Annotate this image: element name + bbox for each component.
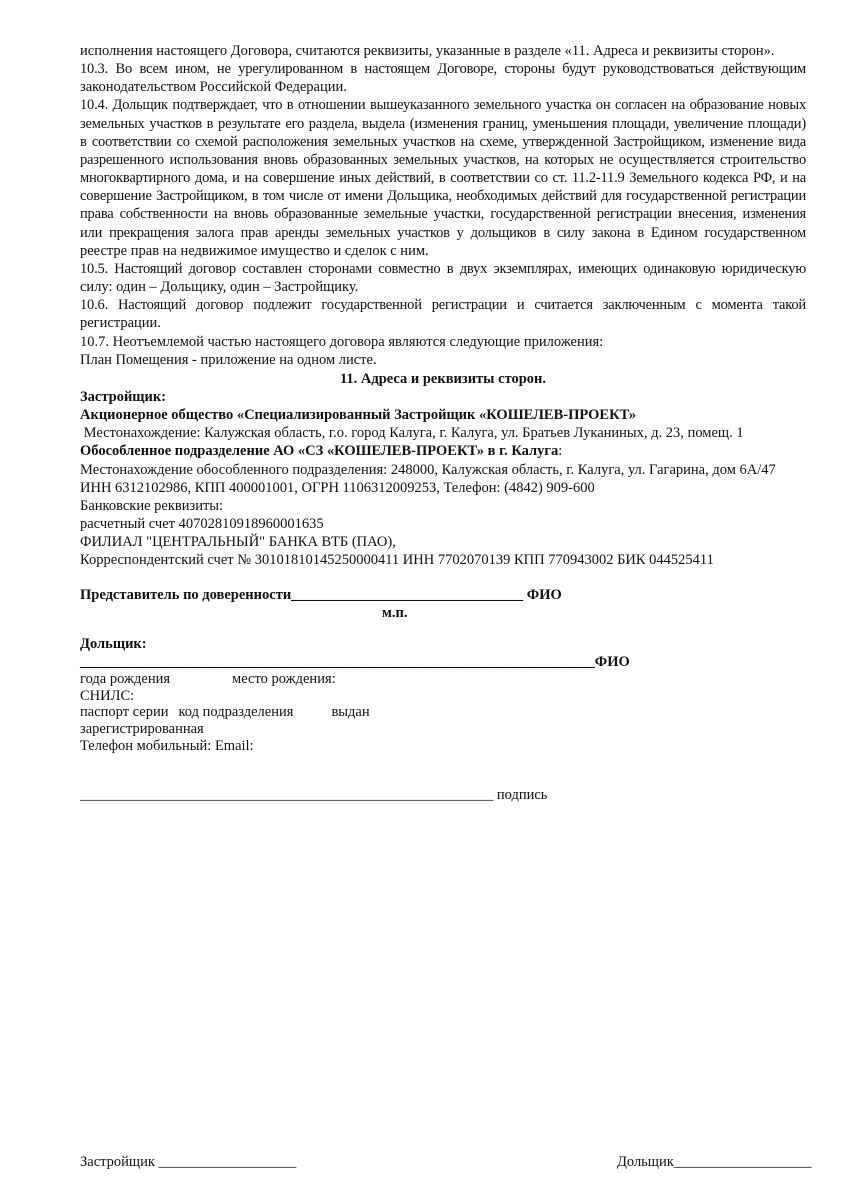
representative-fio: ФИО xyxy=(526,586,562,603)
clause-line: 10.6. Настоящий договор подлежит государственной регистрации и считается заключенным с момента такой xyxy=(80,297,806,314)
bank-account: расчетный счет 40702810918960001635 xyxy=(80,516,324,533)
stamp-row xyxy=(80,604,806,622)
branch-location: Местонахождение обособленного подразделения: 248000, Калужская область, г. Калуга, ул. Гагарина, дом 6А/47 xyxy=(80,461,776,478)
shareholder-fio: ФИО xyxy=(594,654,630,670)
branch-heading xyxy=(80,442,806,460)
clause-10-7 xyxy=(80,333,806,351)
clause-line: 10.4. Дольщик подтверждает, что в отношении вышеуказанного земельного участка он согласен на образование новых xyxy=(80,97,806,114)
clause-line: реестре прав на недвижимое имущество и сделок с ним. xyxy=(80,242,429,259)
section-title: 11. Адреса и реквизиты сторон. xyxy=(339,370,547,387)
company-name: Акционерное общество «Специализированный Застройщик «КОШЕЛЕВ-ПРОЕКТ» xyxy=(80,407,637,424)
clause-line: План Помещения - приложение на одном листе. xyxy=(80,351,377,368)
clause-10-4 xyxy=(80,96,806,259)
corr-account: Корреспондентский счет № 30101810145250000411 ИНН 7702070139 КПП 770943002 БИК 044525411 xyxy=(80,552,714,569)
snils: СНИЛС: xyxy=(80,687,135,704)
passport-series: паспорт серии xyxy=(80,704,169,721)
signature-row xyxy=(80,786,806,804)
registered: зарегистрированная xyxy=(80,720,204,737)
clause-annex xyxy=(80,351,806,369)
dept-code: код подразделения xyxy=(178,704,294,721)
birth-year: года рождения xyxy=(80,671,171,688)
clause-line: многоквартирного дома, и на совершение иных действий, в соответствии со ст. 11.2-11.9 Земельного кодекса РФ, и на xyxy=(80,170,806,187)
birth-place: место рождения: xyxy=(232,671,336,688)
developer-label: Застройщик: xyxy=(80,388,167,405)
clause-line: 10.7. Неотъемлемой частью настоящего договора являются следующие приложения: xyxy=(80,333,604,350)
shareholder-details xyxy=(80,671,806,754)
document-body xyxy=(80,42,806,804)
clause-line: 10.3. Во всем ином, не урегулированном в настоящем Договоре, стороны будут руководствоваться действующим xyxy=(80,61,806,78)
clause-line: законодательством Российской Федерации. xyxy=(80,79,347,96)
section-11-requisites xyxy=(80,370,806,570)
bank-label: Банковские реквизиты: xyxy=(80,497,224,514)
passport-row xyxy=(80,704,806,721)
branch-name: Обособленное подразделение АО «СЗ «КОШЕЛЕВ-ПРОЕКТ» в г. Калуга xyxy=(80,443,559,460)
clause-line: или прекращения залога прав аренды земельных участков у дольщиков в силу закона в Едином государственном xyxy=(80,224,806,241)
clause-10-2-tail xyxy=(80,42,806,60)
issued-by: выдан xyxy=(331,704,370,721)
clause-10-3 xyxy=(80,60,806,96)
representative-line: ________________________________ xyxy=(291,586,524,603)
clause-line: исполнения настоящего Договора, считаются реквизиты, указанные в разделе «11. Адреса и реквизиты сторон». xyxy=(80,43,775,59)
representative-label: Представитель по доверенности xyxy=(80,586,292,603)
footer-developer-signature: Застройщик ___________________ xyxy=(80,1154,297,1170)
contacts: Телефон мобильный: Email: xyxy=(80,737,254,754)
clause-10-5 xyxy=(80,260,806,296)
signature-label: подпись xyxy=(496,787,548,804)
representative-signature xyxy=(80,586,806,604)
company-ids: ИНН 6312102986, КПП 400001001, ОГРН 1106312009253, Телефон: (4842) 909-600 xyxy=(80,479,595,496)
clause-line: совершение Застройщиком, в том числе от имени Дольщика, необходимых действий для государственной регистрации xyxy=(80,188,806,205)
branch-colon: : xyxy=(558,443,563,460)
stamp-label: м.п. xyxy=(382,604,408,621)
clause-line: регистрации. xyxy=(80,315,161,332)
clause-10-6 xyxy=(80,296,806,332)
clause-line: 10.5. Настоящий договор составлен сторонами совместно в двух экземплярах, имеющих одинаковую юридическую xyxy=(80,260,806,277)
bank-name: ФИЛИАЛ "ЦЕНТРАЛЬНЫЙ" БАНКА ВТБ (ПАО), xyxy=(80,534,396,551)
clause-line: в соответствии со схемой расположения земельных участков на схеме, утвержденной Застройщиком, изменение вида xyxy=(80,133,806,150)
signature-line: _________________________________________________________ xyxy=(80,787,494,804)
clause-line: права собственности на вновь образованные земельные участки, государственной регистрации внесения, изменения xyxy=(80,206,806,223)
clause-line: разрешенного использования вновь образованных земельных участков, на которых не осуществляется строительство xyxy=(80,151,806,168)
shareholder-label: Дольщик: xyxy=(80,635,147,652)
clause-line: силу: один – Дольщику, один – Застройщику. xyxy=(80,279,359,296)
footer-shareholder-signature: Дольщик___________________ xyxy=(617,1154,812,1170)
company-location: Местонахождение: Калужская область, г.о. город Калуга, г. Калуга, ул. Братьев Луканиных, д. 23, помещ. 1 xyxy=(80,425,744,442)
contract-clauses xyxy=(80,42,806,369)
birth-row xyxy=(80,671,806,688)
shareholder-line: _______________________________________________________________________ xyxy=(80,654,595,670)
shareholder-name-line xyxy=(80,653,806,671)
clause-line: земельных участков в результате его раздела, выдела (изменения границ, уменьшения площади, увеличение площади) xyxy=(80,115,806,132)
